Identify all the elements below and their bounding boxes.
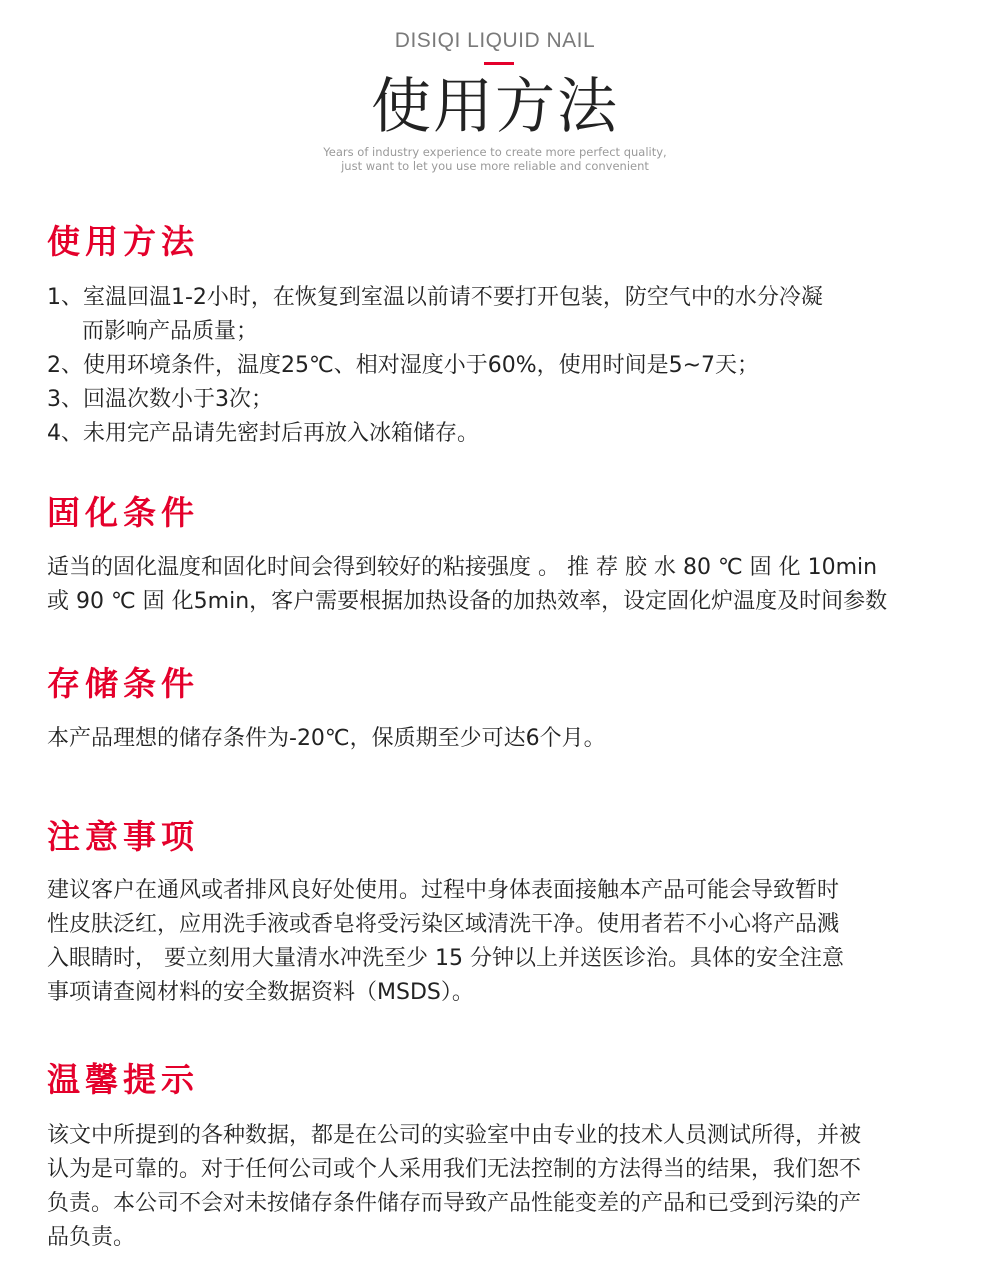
text-line: 该文中所提到的各种数据，都是在公司的实验室中由专业的技术人员测试所得，并被 — [47, 1123, 862, 1148]
text-line: 认为是可靠的。对于任何公司或个人采用我们无法控制的方法得当的结果，我们恕不 — [47, 1157, 862, 1182]
text-line: 建议客户在通风或者排风良好处使用。过程中身体表面接触本产品可能会导致暂时 — [47, 878, 840, 903]
subtitle-line: Years of industry experience to create more perfect quality, — [323, 145, 667, 159]
text-line: 2、使用环境条件，温度25℃、相对湿度小于60%，使用时间是5~7天； — [47, 353, 760, 378]
text-line: 4、未用完产品请先密封后再放入冰箱储存。 — [47, 421, 479, 446]
section-body-tips — [47, 1119, 972, 1255]
text-line: 性皮肤泛红，应用洗手液或香皂将受污染区域清洗干净。使用者若不小心将产品溅 — [47, 912, 840, 937]
subtitle-line: just want to let you use more reliable and convenient — [341, 159, 649, 173]
section-body-curing — [47, 551, 972, 619]
section-heading-usage: 使用方法 — [47, 222, 199, 261]
section-body-usage — [47, 281, 972, 451]
text-line: 适当的固化温度和固化时间会得到较好的粘接强度 。 推 荐 胶 水 80 ℃ 固 化 10min — [47, 555, 878, 580]
section-heading-curing: 固化条件 — [47, 493, 199, 532]
page-title: 使用方法 — [371, 72, 619, 142]
text-line: 1、室温回温1-2小时，在恢复到室温以前请不要打开包装，防空气中的水分冷凝 — [47, 285, 823, 310]
section-heading-precautions: 注意事项 — [47, 817, 199, 856]
section-heading-tips: 温馨提示 — [47, 1060, 199, 1099]
text-line: 负责。本公司不会对未按储存条件储存而导致产品性能变差的产品和已受到污染的产 — [47, 1191, 862, 1216]
section-body-precautions — [47, 874, 972, 1010]
brand-name: DISIQI LIQUID NAIL — [394, 29, 596, 52]
brand-underline — [484, 62, 514, 65]
text-line: 而影响产品质量； — [82, 319, 259, 344]
text-line: 或 90 ℃ 固 化5min，客户需要根据加热设备的加热效率，设定固化炉温度及时间参数 — [47, 589, 888, 614]
page-subtitle — [0, 145, 990, 173]
text-line: 3、回温次数小于3次； — [47, 387, 273, 412]
text-line: 品负责。 — [47, 1225, 136, 1250]
text-line: 事项请查阅材料的安全数据资料（MSDS）。 — [47, 980, 474, 1005]
section-heading-storage: 存储条件 — [47, 664, 199, 703]
section-body-storage — [47, 722, 972, 756]
text-line: 入眼睛时， 要立刻用大量清水冲洗至少 15 分钟以上并送医诊治。具体的安全注意 — [47, 946, 844, 971]
text-line: 本产品理想的储存条件为-20℃，保质期至少可达6个月。 — [47, 726, 606, 751]
